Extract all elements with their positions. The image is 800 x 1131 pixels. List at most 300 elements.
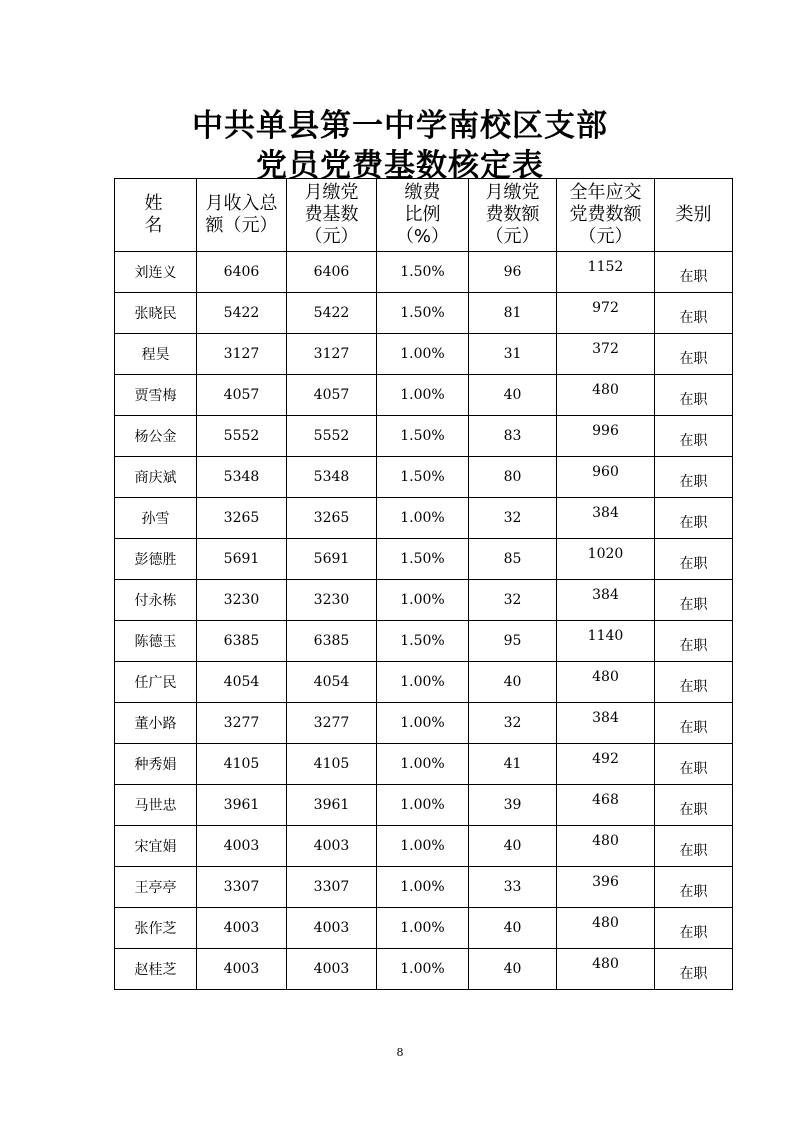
cell-fee-rate-text: 1.50%: [400, 633, 445, 649]
cell-annual-fee: [557, 375, 655, 416]
cell-fee-rate: [377, 908, 469, 949]
cell-fee-rate-text: 1.50%: [400, 551, 445, 567]
cell-fee-rate: [377, 252, 469, 293]
header-annual-fee: [557, 179, 655, 252]
cell-name-text: 董小路: [134, 716, 177, 732]
cell-income-text: 5552: [223, 428, 260, 444]
cell-annual-fee-text: 480: [592, 915, 619, 931]
cell-status: [655, 498, 733, 539]
cell-status-text: 在职: [679, 310, 708, 326]
cell-monthly-fee: [469, 457, 557, 498]
cell-fee-rate: [377, 498, 469, 539]
document-title-line2: 党员党费基数核定表: [256, 148, 544, 184]
cell-fee-rate: [377, 785, 469, 826]
cell-monthly-fee-text: 31: [503, 346, 522, 362]
header-line: 全年应交: [569, 182, 642, 203]
cell-fee-rate: [377, 539, 469, 580]
table-row: [115, 703, 733, 744]
cell-name-text: 宋宜娟: [134, 839, 177, 855]
table-row: [115, 457, 733, 498]
cell-fee-rate: [377, 826, 469, 867]
cell-name-text: 付永栋: [134, 593, 177, 609]
cell-status: [655, 826, 733, 867]
cell-fee-rate-text: 1.00%: [400, 961, 445, 977]
cell-fee-rate-text: 1.50%: [400, 305, 445, 321]
cell-fee-rate-text: 1.50%: [400, 264, 445, 280]
cell-status: [655, 252, 733, 293]
cell-status-text: 在职: [679, 269, 708, 285]
cell-monthly-fee-text: 40: [503, 961, 522, 977]
cell-fee-base-text: 3230: [313, 592, 350, 608]
cell-monthly-fee-text: 95: [503, 633, 522, 649]
cell-income-text: 4003: [223, 961, 260, 977]
cell-monthly-fee: [469, 703, 557, 744]
cell-status: [655, 375, 733, 416]
cell-fee-base: [287, 539, 377, 580]
cell-annual-fee-text: 480: [592, 382, 619, 398]
cell-status: [655, 785, 733, 826]
table-row: [115, 580, 733, 621]
cell-monthly-fee-text: 32: [503, 715, 522, 731]
cell-monthly-fee-text: 80: [503, 469, 522, 485]
cell-annual-fee: [557, 703, 655, 744]
cell-fee-base-text: 6406: [313, 264, 350, 280]
cell-monthly-fee-text: 40: [503, 920, 522, 936]
table-row: [115, 949, 733, 990]
header-line: 费基数: [304, 204, 359, 225]
cell-fee-rate: [377, 949, 469, 990]
cell-status-text: 在职: [679, 638, 708, 654]
header-line: （元）: [485, 226, 540, 247]
cell-monthly-fee-text: 40: [503, 674, 522, 690]
header-line: 月收入总: [205, 193, 278, 214]
cell-fee-rate-text: 1.00%: [400, 838, 445, 854]
cell-name-text: 王亭亭: [134, 880, 177, 896]
cell-annual-fee-text: 372: [592, 341, 619, 357]
cell-annual-fee-text: 480: [592, 669, 619, 685]
cell-status: [655, 908, 733, 949]
cell-monthly-fee-text: 81: [503, 305, 522, 321]
cell-name-text: 陈德玉: [134, 634, 177, 650]
cell-monthly-fee: [469, 416, 557, 457]
cell-monthly-fee: [469, 949, 557, 990]
cell-annual-fee: [557, 416, 655, 457]
cell-income: [197, 662, 287, 703]
cell-status-text: 在职: [679, 966, 708, 982]
table-header: [115, 179, 733, 252]
header-line: 月缴党: [485, 182, 540, 203]
cell-fee-base-text: 4003: [313, 920, 350, 936]
cell-fee-base: [287, 703, 377, 744]
cell-fee-rate: [377, 293, 469, 334]
cell-name: [115, 252, 197, 293]
cell-income: [197, 252, 287, 293]
cell-name-text: 杨公金: [134, 429, 177, 445]
page-number: 8: [396, 1046, 404, 1059]
cell-fee-base-text: 4057: [313, 387, 350, 403]
cell-fee-base: [287, 498, 377, 539]
cell-annual-fee-text: 960: [592, 464, 619, 480]
cell-fee-rate: [377, 457, 469, 498]
cell-annual-fee: [557, 293, 655, 334]
cell-income: [197, 826, 287, 867]
cell-annual-fee-text: 396: [592, 874, 619, 890]
cell-fee-base-text: 4054: [313, 674, 350, 690]
cell-name: [115, 375, 197, 416]
header-row: [115, 179, 733, 252]
cell-fee-rate-text: 1.50%: [400, 469, 445, 485]
cell-fee-base-text: 3127: [313, 346, 350, 362]
cell-annual-fee-text: 996: [592, 423, 619, 439]
header-fee-base: [287, 179, 377, 252]
cell-income: [197, 703, 287, 744]
cell-income: [197, 416, 287, 457]
cell-income: [197, 785, 287, 826]
header-name: [115, 179, 209, 252]
header-line: 缴费: [404, 182, 441, 203]
cell-annual-fee: [557, 744, 655, 785]
cell-name: [115, 580, 197, 621]
cell-fee-rate: [377, 744, 469, 785]
cell-fee-base-text: 5691: [313, 551, 350, 567]
header-line: （%）: [395, 226, 450, 247]
cell-fee-rate-text: 1.00%: [400, 879, 445, 895]
cell-name: [115, 867, 197, 908]
cell-status-text: 在职: [679, 761, 708, 777]
cell-name: [115, 621, 197, 662]
cell-fee-base: [287, 867, 377, 908]
cell-fee-base-text: 4003: [313, 838, 350, 854]
cell-monthly-fee: [469, 908, 557, 949]
cell-income-text: 6385: [223, 633, 260, 649]
cell-annual-fee-text: 384: [592, 587, 619, 603]
cell-fee-base-text: 3277: [313, 715, 350, 731]
cell-fee-rate-text: 1.50%: [400, 428, 445, 444]
cell-annual-fee: [557, 949, 655, 990]
cell-name-text: 商庆斌: [134, 470, 177, 486]
header-line: （元）: [304, 226, 359, 247]
cell-monthly-fee: [469, 785, 557, 826]
cell-fee-base-text: 3961: [313, 797, 350, 813]
cell-name: [115, 416, 197, 457]
table-row: [115, 334, 733, 375]
cell-name-text: 马世忠: [134, 798, 177, 814]
cell-income-text: 3127: [223, 346, 260, 362]
header-line: 比例: [404, 204, 441, 225]
cell-income-text: 4054: [223, 674, 260, 690]
cell-fee-rate-text: 1.00%: [400, 510, 445, 526]
cell-status-text: 在职: [679, 597, 708, 613]
cell-status: [655, 416, 733, 457]
cell-status: [655, 457, 733, 498]
cell-name-text: 赵桂芝: [134, 962, 177, 978]
cell-annual-fee: [557, 867, 655, 908]
cell-fee-base: [287, 908, 377, 949]
cell-status-text: 在职: [679, 392, 708, 408]
cell-monthly-fee-text: 39: [503, 797, 522, 813]
cell-monthly-fee-text: 83: [503, 428, 522, 444]
table-row: [115, 867, 733, 908]
header-category: [655, 179, 733, 252]
cell-fee-base: [287, 334, 377, 375]
table-row: [115, 416, 733, 457]
cell-fee-base-text: 5348: [313, 469, 350, 485]
cell-fee-rate: [377, 662, 469, 703]
cell-status: [655, 539, 733, 580]
cell-income-text: 4003: [223, 838, 260, 854]
cell-fee-base: [287, 826, 377, 867]
cell-fee-base: [287, 416, 377, 457]
cell-status-text: 在职: [679, 351, 708, 367]
cell-fee-rate-text: 1.00%: [400, 920, 445, 936]
cell-income: [197, 334, 287, 375]
cell-monthly-fee-text: 85: [503, 551, 522, 567]
cell-fee-base: [287, 252, 377, 293]
cell-fee-rate: [377, 867, 469, 908]
cell-monthly-fee: [469, 826, 557, 867]
cell-fee-rate: [377, 703, 469, 744]
cell-status: [655, 949, 733, 990]
cell-fee-base: [287, 457, 377, 498]
cell-fee-rate-text: 1.00%: [400, 346, 445, 362]
cell-annual-fee-text: 1020: [587, 546, 624, 562]
cell-status: [655, 621, 733, 662]
cell-fee-rate-text: 1.00%: [400, 387, 445, 403]
cell-monthly-fee: [469, 252, 557, 293]
cell-status-text: 在职: [679, 925, 708, 941]
cell-income: [197, 621, 287, 662]
cell-name: [115, 498, 197, 539]
cell-income: [197, 498, 287, 539]
cell-income-text: 5422: [223, 305, 260, 321]
cell-fee-base-text: 3265: [313, 510, 350, 526]
cell-monthly-fee-text: 33: [503, 879, 522, 895]
cell-monthly-fee: [469, 498, 557, 539]
cell-annual-fee: [557, 539, 655, 580]
cell-income-text: 4105: [223, 756, 260, 772]
cell-income-text: 4003: [223, 920, 260, 936]
cell-status-text: 在职: [679, 515, 708, 531]
cell-income: [197, 908, 287, 949]
cell-income-text: 3307: [223, 879, 260, 895]
cell-status-text: 在职: [679, 720, 708, 736]
cell-monthly-fee: [469, 662, 557, 703]
cell-income: [197, 867, 287, 908]
cell-fee-rate-text: 1.00%: [400, 756, 445, 772]
cell-monthly-fee-text: 40: [503, 838, 522, 854]
cell-fee-rate: [377, 621, 469, 662]
cell-monthly-fee: [469, 539, 557, 580]
cell-income: [197, 580, 287, 621]
cell-status: [655, 293, 733, 334]
cell-annual-fee-text: 384: [592, 710, 619, 726]
cell-status: [655, 580, 733, 621]
cell-fee-rate-text: 1.00%: [400, 674, 445, 690]
cell-monthly-fee-text: 41: [503, 756, 522, 772]
cell-name-text: 孙雪: [141, 511, 170, 527]
header-fee-rate: [377, 179, 469, 252]
cell-annual-fee: [557, 498, 655, 539]
cell-monthly-fee: [469, 867, 557, 908]
cell-income-text: 6406: [223, 264, 260, 280]
cell-name: [115, 457, 197, 498]
cell-income-text: 3265: [223, 510, 260, 526]
cell-name: [115, 662, 197, 703]
cell-annual-fee: [557, 785, 655, 826]
table-row: [115, 826, 733, 867]
cell-monthly-fee: [469, 621, 557, 662]
table-row: [115, 498, 733, 539]
table-row: [115, 621, 733, 662]
cell-monthly-fee-text: 32: [503, 510, 522, 526]
header-monthly-fee: [469, 179, 557, 252]
cell-fee-base: [287, 580, 377, 621]
header-line: 额（元）: [205, 215, 278, 236]
cell-income: [197, 457, 287, 498]
cell-annual-fee-text: 1152: [587, 259, 624, 275]
header-line: （元）: [578, 226, 633, 247]
cell-income-text: 5348: [223, 469, 260, 485]
cell-income: [197, 949, 287, 990]
cell-annual-fee: [557, 580, 655, 621]
cell-name: [115, 539, 197, 580]
cell-annual-fee: [557, 908, 655, 949]
cell-annual-fee: [557, 662, 655, 703]
cell-status: [655, 334, 733, 375]
cell-status-text: 在职: [679, 843, 708, 859]
cell-fee-base: [287, 375, 377, 416]
cell-fee-base-text: 4105: [313, 756, 350, 772]
cell-name-text: 任广民: [134, 675, 177, 691]
cell-income-text: 3277: [223, 715, 260, 731]
cell-fee-rate: [377, 416, 469, 457]
cell-fee-base-text: 4003: [313, 961, 350, 977]
cell-income: [197, 293, 287, 334]
cell-fee-rate-text: 1.00%: [400, 797, 445, 813]
cell-fee-rate: [377, 580, 469, 621]
header-line: 类别: [675, 204, 712, 225]
cell-monthly-fee: [469, 744, 557, 785]
cell-fee-rate: [377, 334, 469, 375]
cell-income: [197, 539, 287, 580]
cell-fee-base-text: 6385: [313, 633, 350, 649]
table-body: [115, 252, 733, 990]
table-row: [115, 539, 733, 580]
cell-annual-fee-text: 492: [592, 751, 619, 767]
cell-fee-base-text: 3307: [313, 879, 350, 895]
cell-income-text: 3230: [223, 592, 260, 608]
document-title-line1: 中共单县第一中学南校区支部: [192, 108, 608, 144]
table-row: [115, 908, 733, 949]
table-row: [115, 785, 733, 826]
cell-annual-fee-text: 468: [592, 792, 619, 808]
party-fee-table: [114, 178, 733, 990]
table-row: [115, 744, 733, 785]
cell-income-text: 5691: [223, 551, 260, 567]
cell-status-text: 在职: [679, 884, 708, 900]
cell-monthly-fee-text: 96: [503, 264, 522, 280]
cell-monthly-fee-text: 32: [503, 592, 522, 608]
cell-monthly-fee: [469, 580, 557, 621]
table-row: [115, 293, 733, 334]
header-line: 姓 名: [144, 193, 209, 236]
cell-monthly-fee-text: 40: [503, 387, 522, 403]
cell-fee-base: [287, 293, 377, 334]
header-line: 月缴党: [304, 182, 359, 203]
cell-fee-rate: [377, 375, 469, 416]
cell-name: [115, 949, 197, 990]
cell-fee-base-text: 5552: [313, 428, 350, 444]
cell-name-text: 种秀娟: [134, 757, 177, 773]
cell-annual-fee: [557, 252, 655, 293]
header-line: 党费数额: [569, 204, 642, 225]
cell-annual-fee-text: 480: [592, 956, 619, 972]
cell-status-text: 在职: [679, 556, 708, 572]
cell-status-text: 在职: [679, 802, 708, 818]
cell-status: [655, 703, 733, 744]
cell-name: [115, 703, 197, 744]
cell-annual-fee: [557, 621, 655, 662]
cell-monthly-fee: [469, 375, 557, 416]
cell-fee-base: [287, 662, 377, 703]
cell-name-text: 刘连义: [134, 265, 177, 281]
cell-fee-base-text: 5422: [313, 305, 350, 321]
cell-annual-fee: [557, 457, 655, 498]
cell-name: [115, 744, 197, 785]
cell-monthly-fee: [469, 293, 557, 334]
header-line: 费数额: [485, 204, 540, 225]
cell-name: [115, 785, 197, 826]
cell-name-text: 程昊: [141, 347, 170, 363]
cell-name: [115, 826, 197, 867]
cell-fee-base: [287, 785, 377, 826]
cell-name-text: 贾雪梅: [134, 388, 177, 404]
cell-annual-fee: [557, 334, 655, 375]
cell-annual-fee-text: 480: [592, 833, 619, 849]
cell-fee-base: [287, 949, 377, 990]
cell-name: [115, 293, 197, 334]
cell-status-text: 在职: [679, 474, 708, 490]
cell-annual-fee-text: 384: [592, 505, 619, 521]
header-monthly-income: [197, 179, 287, 252]
cell-name: [115, 908, 197, 949]
cell-fee-base: [287, 621, 377, 662]
table-row: [115, 662, 733, 703]
cell-status-text: 在职: [679, 679, 708, 695]
cell-income-text: 4057: [223, 387, 260, 403]
cell-annual-fee-text: 972: [592, 300, 619, 316]
cell-name-text: 张作芝: [134, 921, 177, 937]
cell-annual-fee-text: 1140: [587, 628, 624, 644]
cell-fee-base: [287, 744, 377, 785]
cell-income-text: 3961: [223, 797, 260, 813]
cell-fee-rate-text: 1.00%: [400, 715, 445, 731]
cell-status: [655, 867, 733, 908]
table-row: [115, 252, 733, 293]
cell-monthly-fee: [469, 334, 557, 375]
cell-status: [655, 662, 733, 703]
cell-status-text: 在职: [679, 433, 708, 449]
cell-status: [655, 744, 733, 785]
cell-name: [115, 334, 197, 375]
cell-income: [197, 375, 287, 416]
cell-fee-rate-text: 1.00%: [400, 592, 445, 608]
cell-annual-fee: [557, 826, 655, 867]
cell-income: [197, 744, 287, 785]
cell-name-text: 彭德胜: [134, 552, 177, 568]
cell-name-text: 张晓民: [134, 306, 177, 322]
table-row: [115, 375, 733, 416]
